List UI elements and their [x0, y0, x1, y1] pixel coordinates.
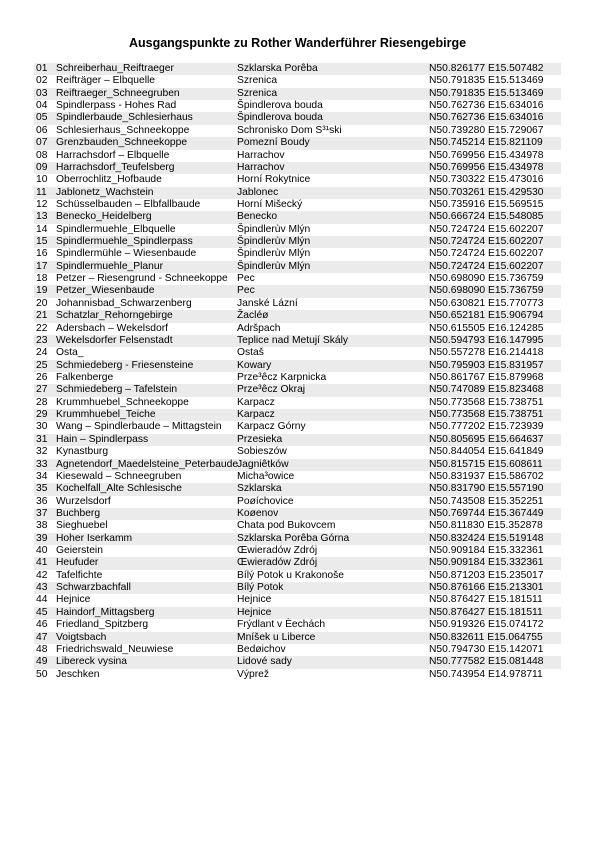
route-name: Friedrichswald_Neuwiese [56, 643, 174, 655]
row-number: 35 [36, 483, 48, 495]
gps-coordinates: N50.815715 E15.608611 [429, 458, 543, 470]
start-location: Poøíchovice [237, 495, 294, 507]
row-number: 05 [36, 112, 48, 124]
list-item [34, 323, 561, 335]
list-item [34, 88, 561, 100]
row-number: 19 [36, 285, 48, 297]
gps-coordinates: N50.557278 E16.214418 [429, 347, 544, 359]
row-number: 09 [36, 161, 48, 173]
row-number: 49 [36, 656, 48, 668]
row-number: 30 [36, 421, 48, 433]
list-item [34, 496, 561, 508]
start-location: Horní Mišecký [237, 198, 303, 210]
list-item [34, 508, 561, 520]
list-item [34, 310, 561, 322]
list-item [34, 607, 561, 619]
start-location: Jablonec [237, 186, 279, 198]
row-number: 45 [36, 606, 48, 618]
gps-coordinates: N50.794730 E15.142071 [429, 643, 544, 655]
row-number: 29 [36, 409, 48, 421]
route-name: Friedland_Spitzberg [56, 619, 149, 631]
route-name: Petzer – Riesengrund - Schneekoppe [56, 273, 228, 285]
row-number: 46 [36, 619, 48, 631]
route-name: Wekelsdorfer Felsenstadt [56, 334, 173, 346]
list-item [34, 211, 561, 223]
route-name: Jablonetz_Wachstein [56, 186, 154, 198]
page-title: Ausgangspunkte zu Rother Wanderführer Riesengebirge [128, 36, 467, 50]
route-name: Falkenberge [56, 371, 114, 383]
gps-coordinates: N50.745214 E15.821109 [429, 137, 543, 149]
gps-coordinates: N50.730322 E15.473016 [429, 174, 544, 186]
route-name: Kynastburg [56, 446, 109, 458]
gps-coordinates: N50.861767 E15.879968 [429, 371, 544, 383]
list-item [34, 199, 561, 211]
row-number: 37 [36, 507, 48, 519]
list-item [34, 582, 561, 594]
route-name: Krummhuebel_Schneekoppe [56, 396, 189, 408]
start-location: Szklarska Porêba Górna [237, 532, 350, 544]
list-item [34, 459, 561, 471]
list-item [34, 174, 561, 186]
list-item [34, 63, 561, 75]
list-item [34, 347, 561, 359]
route-name: Harrachsdorf – Elbquelle [56, 149, 170, 161]
gps-coordinates: N50.831937 E15.586702 [429, 470, 544, 482]
start-location: Prze³êcz Karpnicka [237, 371, 327, 383]
list-item [34, 112, 561, 124]
gps-coordinates: N50.698090 E15.736759 [429, 285, 544, 297]
list-item [34, 125, 561, 137]
list-item [34, 669, 561, 681]
gps-coordinates: N50.777202 E15.723939 [429, 421, 544, 433]
route-name: Libereck vysina [56, 656, 127, 668]
row-number: 01 [36, 63, 48, 74]
gps-coordinates: N50.739280 E15.729067 [429, 124, 544, 136]
row-number: 04 [36, 100, 48, 112]
row-number: 20 [36, 297, 48, 309]
gps-coordinates: N50.743508 E15.352251 [429, 495, 544, 507]
gps-coordinates: N50.811830 E15.352878 [429, 520, 543, 532]
start-location: Benecko [237, 211, 278, 223]
row-number: 34 [36, 470, 48, 482]
route-name: Sieghuebel [56, 520, 108, 532]
row-number: 07 [36, 137, 48, 149]
route-name: Schüsselbauden – Elbfallbaude [56, 198, 201, 210]
route-name: Spindlermuehle_Spindlerpass [56, 236, 193, 248]
start-location: Teplice nad Metují Skály [237, 334, 349, 346]
row-number: 15 [36, 236, 48, 248]
route-name: Spindlermuehle_Planur [56, 260, 164, 272]
list-item [34, 656, 561, 668]
gps-coordinates: N50.909184 E15.332361 [429, 557, 544, 569]
start-location: Adršpach [237, 322, 281, 334]
start-location: Harrachov [237, 161, 285, 173]
row-number: 44 [36, 594, 48, 606]
start-location: Karpacz [237, 396, 275, 408]
list-item [34, 619, 561, 631]
route-name: Spindlermuehle_Elbquelle [56, 223, 176, 235]
route-name: Benecko_Heidelberg [56, 211, 152, 223]
route-name: Agnetendorf_Maedelsteine_Peterbaude [56, 458, 239, 470]
start-location: Kowary [237, 359, 272, 371]
gps-coordinates: N50.832424 E15.519148 [429, 532, 544, 544]
route-name: Tafelfichte [56, 569, 103, 581]
row-number: 21 [36, 310, 48, 322]
start-location: Ostaš [237, 347, 264, 359]
list-item [34, 150, 561, 162]
gps-coordinates: N50.832611 E15.064755 [429, 631, 543, 643]
list-item [34, 644, 561, 656]
route-name: Schatzlar_Rehorngebirge [56, 310, 173, 322]
gps-coordinates: N50.876427 E15.181511 [429, 594, 543, 606]
start-location: Špindlerova bouda [237, 100, 323, 112]
list-item [34, 285, 561, 297]
list-item [34, 632, 561, 644]
route-name: Adersbach – Wekelsdorf [56, 322, 168, 334]
list-item [34, 248, 561, 260]
start-location: Micha³owice [237, 470, 295, 482]
row-number: 02 [36, 75, 48, 87]
list-item [34, 137, 561, 149]
start-location: Prze³êcz Okraj [237, 384, 306, 396]
route-name: Krummhuebel_Teiche [56, 409, 156, 421]
list-item [34, 421, 561, 433]
row-number: 18 [36, 273, 48, 285]
start-location: Špindlerùv Mlýn [237, 236, 311, 248]
route-name: Kochelfall_Alte Schlesische [56, 483, 182, 495]
start-location: Schronisko Dom S³¹ski [237, 124, 342, 136]
list-item [34, 409, 561, 421]
row-number: 27 [36, 384, 48, 396]
list-item [34, 446, 561, 458]
start-location: Žacléø [237, 310, 269, 322]
start-location: Pec [237, 273, 255, 285]
route-name: Osta_ [56, 347, 84, 359]
row-number: 03 [36, 87, 48, 99]
row-number: 17 [36, 260, 48, 272]
start-location: Œwieradów Zdrój [237, 557, 318, 569]
trailhead-list [34, 63, 561, 681]
gps-coordinates: N50.735916 E15.569515 [429, 198, 544, 210]
start-location: Przesieka [237, 433, 283, 445]
gps-coordinates: N50.773568 E15.738751 [429, 409, 544, 421]
start-location: Jagniêtków [237, 458, 289, 470]
start-location: Výprež [237, 668, 270, 680]
route-name: Spindlermühle – Wiesenbaude [56, 248, 197, 260]
list-item [34, 545, 561, 557]
start-location: Szrenica [237, 75, 278, 87]
row-number: 12 [36, 198, 48, 210]
start-location: Bedøichov [237, 643, 286, 655]
gps-coordinates: N50.826177 E15.507482 [429, 63, 544, 74]
gps-coordinates: N50.777582 E15.081448 [429, 656, 544, 668]
route-name: Schlesierhaus_Schneekoppe [56, 124, 190, 136]
start-location: Špindlerova bouda [237, 112, 323, 124]
start-location: Hejnice [237, 594, 272, 606]
gps-coordinates: N50.666724 E15.548085 [429, 211, 544, 223]
row-number: 14 [36, 223, 48, 235]
gps-coordinates: N50.769956 E15.434978 [429, 161, 544, 173]
row-number: 26 [36, 371, 48, 383]
start-location: Harrachov [237, 149, 285, 161]
gps-coordinates: N50.791835 E15.513469 [429, 87, 544, 99]
start-location: Frýdlant v Èechách [237, 619, 326, 631]
row-number: 41 [36, 557, 48, 569]
route-name: Harrachsdorf_Teufelsberg [56, 161, 175, 173]
route-name: Hejnice [56, 594, 91, 606]
gps-coordinates: N50.791835 E15.513469 [429, 75, 544, 87]
route-name: Grenzbauden_Schneekoppe [56, 137, 188, 149]
list-item [34, 483, 561, 495]
gps-coordinates: N50.876427 E15.181511 [429, 606, 543, 618]
row-number: 36 [36, 495, 48, 507]
start-location: Œwieradów Zdrój [237, 545, 318, 557]
start-location: Szrenica [237, 87, 278, 99]
route-name: Wang – Spindlerbaude – Mittagstein [56, 421, 222, 433]
gps-coordinates: N50.724724 E15.602207 [429, 248, 544, 260]
start-location: Bílý Potok u Krakonoše [237, 569, 345, 581]
gps-coordinates: N50.743954 E14.978711 [429, 668, 543, 680]
route-name: Schwarzbachfall [56, 582, 131, 594]
row-number: 23 [36, 334, 48, 346]
row-number: 13 [36, 211, 48, 223]
start-location: Horní Rokytnice [237, 174, 311, 186]
gps-coordinates: N50.724724 E15.602207 [429, 236, 544, 248]
list-item [34, 594, 561, 606]
start-location: Bílý Potok [237, 582, 284, 594]
route-name: Reifträger – Elbquelle [56, 75, 156, 87]
list-item [34, 520, 561, 532]
gps-coordinates: N50.795903 E15.831957 [429, 359, 544, 371]
route-name: Schreiberhau_Reiftraeger [56, 63, 174, 74]
route-name: Hain – Spindlerpass [56, 433, 149, 445]
row-number: 24 [36, 347, 48, 359]
list-item [34, 224, 561, 236]
route-name: Kiesewald – Schneegruben [56, 470, 182, 482]
gps-coordinates: N50.630821 E15.770773 [429, 297, 544, 309]
row-number: 08 [36, 149, 48, 161]
gps-coordinates: N50.876166 E15.213301 [429, 582, 544, 594]
gps-coordinates: N50.747089 E15.823468 [429, 384, 544, 396]
route-name: Buchberg [56, 507, 101, 519]
row-number: 16 [36, 248, 48, 260]
route-name: Petzer_Wiesenbaude [56, 285, 155, 297]
gps-coordinates: N50.769744 E15.367449 [429, 507, 544, 519]
gps-coordinates: N50.724724 E15.602207 [429, 260, 544, 272]
list-item [34, 533, 561, 545]
list-item [34, 335, 561, 347]
list-item [34, 434, 561, 446]
gps-coordinates: N50.762736 E15.634016 [429, 112, 544, 124]
row-number: 43 [36, 582, 48, 594]
list-item [34, 298, 561, 310]
list-item [34, 471, 561, 483]
list-item [34, 397, 561, 409]
list-item [34, 261, 561, 273]
gps-coordinates: N50.871203 E15.235017 [429, 569, 544, 581]
start-location: Špindlerùv Mlýn [237, 260, 311, 272]
list-item [34, 570, 561, 582]
gps-coordinates: N50.919326 E15.074172 [429, 619, 544, 631]
start-location: Koøenov [237, 507, 279, 519]
route-name: Spindlerbaude_Schlesierhaus [56, 112, 193, 124]
route-name: Geierstein [56, 545, 103, 557]
start-location: Karpacz [237, 409, 275, 421]
start-location: Chata pod Bukovcem [237, 520, 336, 532]
route-name: Jeschken [56, 668, 100, 680]
start-location: Mníšek u Liberce [237, 631, 316, 643]
row-number: 48 [36, 643, 48, 655]
list-item [34, 162, 561, 174]
row-number: 06 [36, 124, 48, 136]
gps-coordinates: N50.652181 E15.906794 [429, 310, 544, 322]
row-number: 42 [36, 569, 48, 581]
row-number: 28 [36, 396, 48, 408]
start-location: Szklarska Porêba [237, 63, 318, 74]
gps-coordinates: N50.762736 E15.634016 [429, 100, 544, 112]
gps-coordinates: N50.615505 E16.124285 [429, 322, 544, 334]
route-name: Oberrochlitz_Hofbaude [56, 174, 162, 186]
row-number: 47 [36, 631, 48, 643]
route-name: Schmiedeberg - Friesensteine [56, 359, 194, 371]
gps-coordinates: N50.831790 E15.557190 [429, 483, 544, 495]
list-item [34, 384, 561, 396]
gps-coordinates: N50.724724 E15.602207 [429, 223, 544, 235]
route-name: Haindorf_Mittagsberg [56, 606, 155, 618]
row-number: 38 [36, 520, 48, 532]
route-name: Wurzelsdorf [56, 495, 111, 507]
list-item [34, 75, 561, 87]
row-number: 33 [36, 458, 48, 470]
route-name: Reiftraeger_Schneegruben [56, 87, 180, 99]
row-number: 40 [36, 545, 48, 557]
start-location: Karpacz Górny [237, 421, 306, 433]
route-name: Spindlerpass - Hohes Rad [56, 100, 177, 112]
gps-coordinates: N50.703261 E15.429530 [429, 186, 544, 198]
start-location: Pomezní Boudy [237, 137, 310, 149]
gps-coordinates: N50.909184 E15.332361 [429, 545, 544, 557]
start-location: Lidové sady [237, 656, 292, 668]
start-location: Hejnice [237, 606, 272, 618]
gps-coordinates: N50.805695 E15.664637 [429, 433, 544, 445]
start-location: Sobieszów [237, 446, 287, 458]
gps-coordinates: N50.698090 E15.736759 [429, 273, 544, 285]
start-location: Špindlerùv Mlýn [237, 248, 311, 260]
start-location: Szklarska [237, 483, 282, 495]
list-item [34, 372, 561, 384]
row-number: 10 [36, 174, 48, 186]
start-location: Špindlerùv Mlýn [237, 223, 311, 235]
route-name: Voigtsbach [56, 631, 107, 643]
list-item [34, 557, 561, 569]
route-name: Hoher Iserkamm [56, 532, 133, 544]
row-number: 39 [36, 532, 48, 544]
route-name: Schmiedeberg – Tafelstein [56, 384, 178, 396]
gps-coordinates: N50.773568 E15.738751 [429, 396, 544, 408]
gps-coordinates: N50.594793 E16.147995 [429, 334, 544, 346]
row-number: 22 [36, 322, 48, 334]
start-location: Pec [237, 285, 255, 297]
row-number: 50 [36, 668, 48, 680]
list-item [34, 100, 561, 112]
list-item [34, 187, 561, 199]
list-item [34, 360, 561, 372]
route-name: Johannisbad_Schwarzenberg [56, 297, 192, 309]
row-number: 31 [36, 433, 48, 445]
gps-coordinates: N50.769956 E15.434978 [429, 149, 544, 161]
row-number: 32 [36, 446, 48, 458]
gps-coordinates: N50.844054 E15.641849 [429, 446, 544, 458]
list-item [34, 273, 561, 285]
start-location: Janské Lázní [237, 297, 298, 309]
row-number: 25 [36, 359, 48, 371]
row-number: 11 [36, 186, 47, 198]
route-name: Heufuder [56, 557, 99, 569]
list-item [34, 236, 561, 248]
